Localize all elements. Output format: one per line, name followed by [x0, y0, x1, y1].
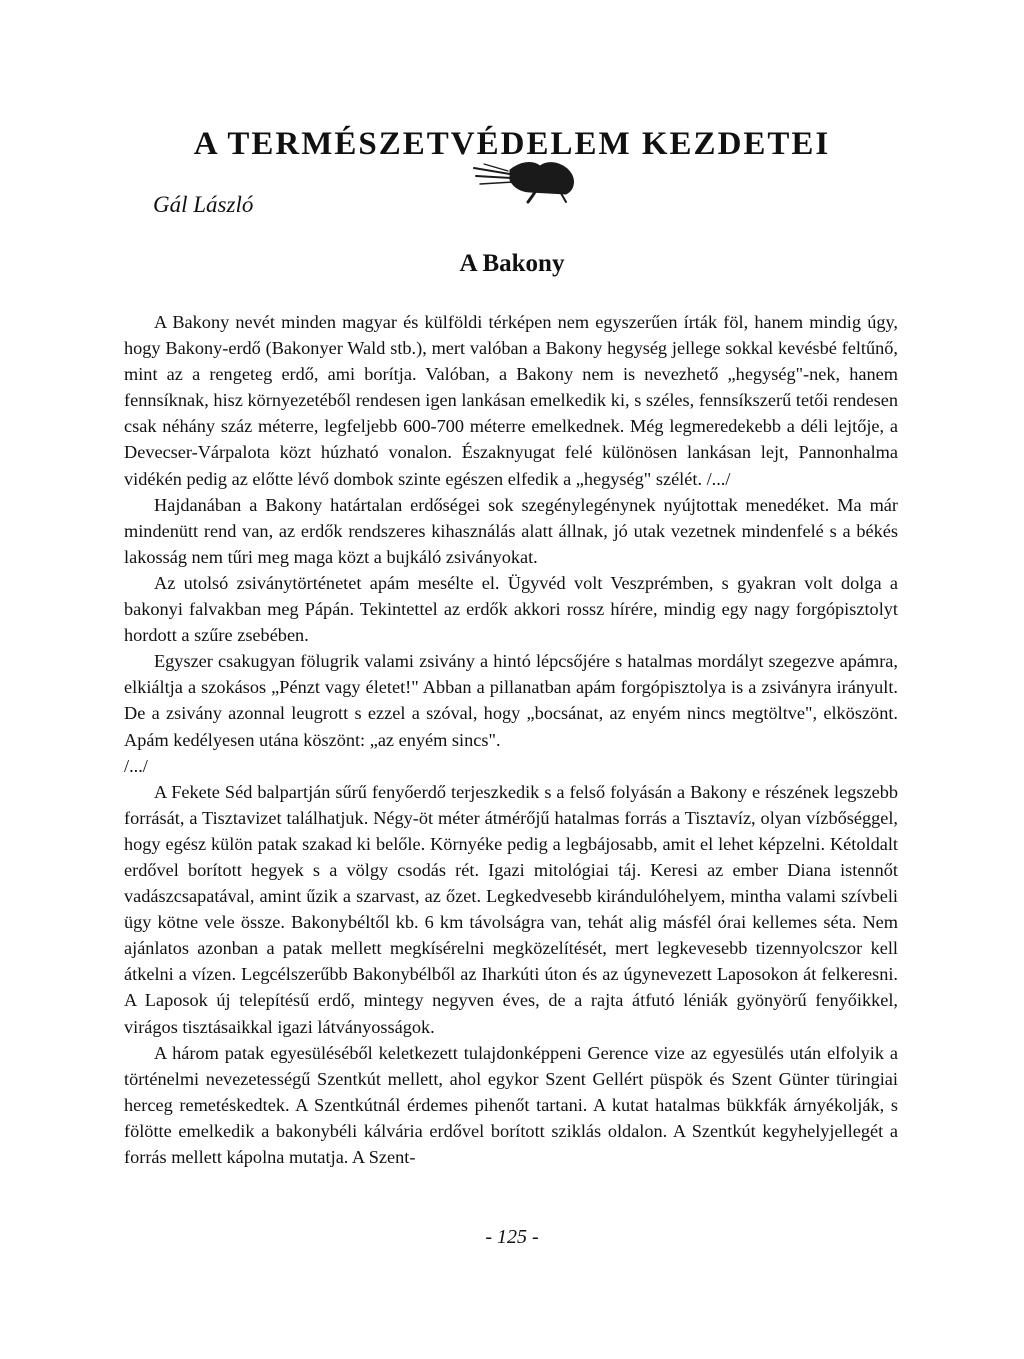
paragraph: A három patak egyesüléséből keletkezett tulajdonképpeni Gerence vize az egyesülés után elfolyik a történelmi nevezetességű Szentkút mellett, ahol egykor Szent Gellért püspök és Szent Günter türingiai herceg remetéskedtek. A Szentkútnál érdemes pihenőt tartani. A kutat hatalmas bükkfák árnyékolják, s fölötte emelkedik a bakonybéli kálvária erdővel borított sziklás oldalon. A Szentkút kegyhelyjellegét a forrás mellett kápolna mutatja. A Szent- — [124, 1042, 898, 1167]
paragraph: Hajdanában a Bakony határtalan erdőségei sok szegénylegénynek nyújtottak menedéket. Ma már mindenütt rend van, az erdők rendszeres kihasználás alatt állnak, jó utak vezetnek mindenfelé s a békés lakosság nem tűri meg maga közt a bujkáló zsiványokat. — [124, 494, 898, 567]
chapter-title: A Bakony — [459, 249, 565, 277]
paragraph: Az utolsó zsiványtörténetet apám mesélte el. Ügyvéd volt Veszprémben, s gyakran volt dolga a bakonyi falvakban meg Pápán. Tekintettel az erdők akkori rossz hírére, mindig egy nagy forgópisztolyt hordott a szűre zsebében. — [124, 572, 898, 646]
paragraph: /.../ — [124, 755, 148, 776]
page-title: A TERMÉSZETVÉDELEM KEZDETEI — [193, 126, 831, 163]
paragraph: Egyszer csakugyan fölugrik valami zsivány a hintó lépcsőjére s hatalmas mordályt szegezve apámra, elkiáltja a szokásos „Pénzt vagy életet!" Abban a pillanatban apám forgópisztolya is a zsiványra irányult. De a zsivány azonnal leugrott s ezzel a szóval, hogy „bocsánat, az enyém nincs megtöltve", elköszönt. Apám kedélyesen utána köszönt: „az enyém sincs". — [124, 651, 898, 750]
page-number: - 125 - — [485, 1226, 539, 1248]
article-body — [124, 309, 898, 1170]
branch-ornament-icon — [470, 158, 580, 204]
paragraph: A Fekete Séd balpartján sűrű fenyőerdő terjeszkedik s a felső folyásán a Bakony e részének legszebb forrását, a Tisztavizet találhatjuk. Négy-öt méter átmérőjű hatalmas forrás a Tisztavíz, olyan vízbőséggel, hogy egész külön patak szakad ki belőle. Környéke pedig a legbájosabb, amit el lehet képzelni. Kétoldalt erdővel borított hegyek s a völgy csodás rét. Igazi mitológiai táj. Keresi az ember Diana istennőt vadászcsapatával, amint űzik a szarvast, az őzet. Legkedvesebb kirándulóhelyem, mintha valami szívbeli ügy kötne vele össze. Bakonybéltől kb. 6 km távolságra van, tehát alig másfél órai kellemes séta. Nem ajánlatos azonban a patak mellett megkísérelni megközelítését, mert legkevesebb tizennyolcszor kell átkelni a vízen. Legcélszerűbb Bakonybélből az Iharkúti úton és az úgynevezett Laposokon át felkeresni. A Laposok új telepítésű erdő, mintegy negyven éves, de a rajta átfutó léniák gyönyörű fenyőikkel, virágos tisztásaikkal igazi látványosságok. — [124, 781, 898, 1037]
author-name: Gál László — [153, 192, 254, 217]
paragraph: A Bakony nevét minden magyar és külföldi térképen nem egyszerűen írták föl, hanem mindig úgy, hogy Bakony-erdő (Bakonyer Wald stb.), mert valóban a Bakony hegység jellege sokkal kevésbé feltűnő, mint az a rengeteg erdő, ami borítja. Valóban, a Bakony nem is nevezhető „hegység"-nek, hanem fennsíknak, hisz környezetéből rendesen igen lankásan emelkedik ki, s széles, fennsíkszerű tetői rendesen csak néhány száz méterre, legfeljebb 600-700 méterre emelkednek. Még legmeredekebb a déli lejtője, a Devecser-Várpalota közt húzható vonalon. Északnyugat felé különösen lankásan lejt, Pannonhalma vidékén pedig az előtte lévő dombok szinte egészen elfedik a „hegység" szélét. /.../ — [124, 312, 898, 489]
